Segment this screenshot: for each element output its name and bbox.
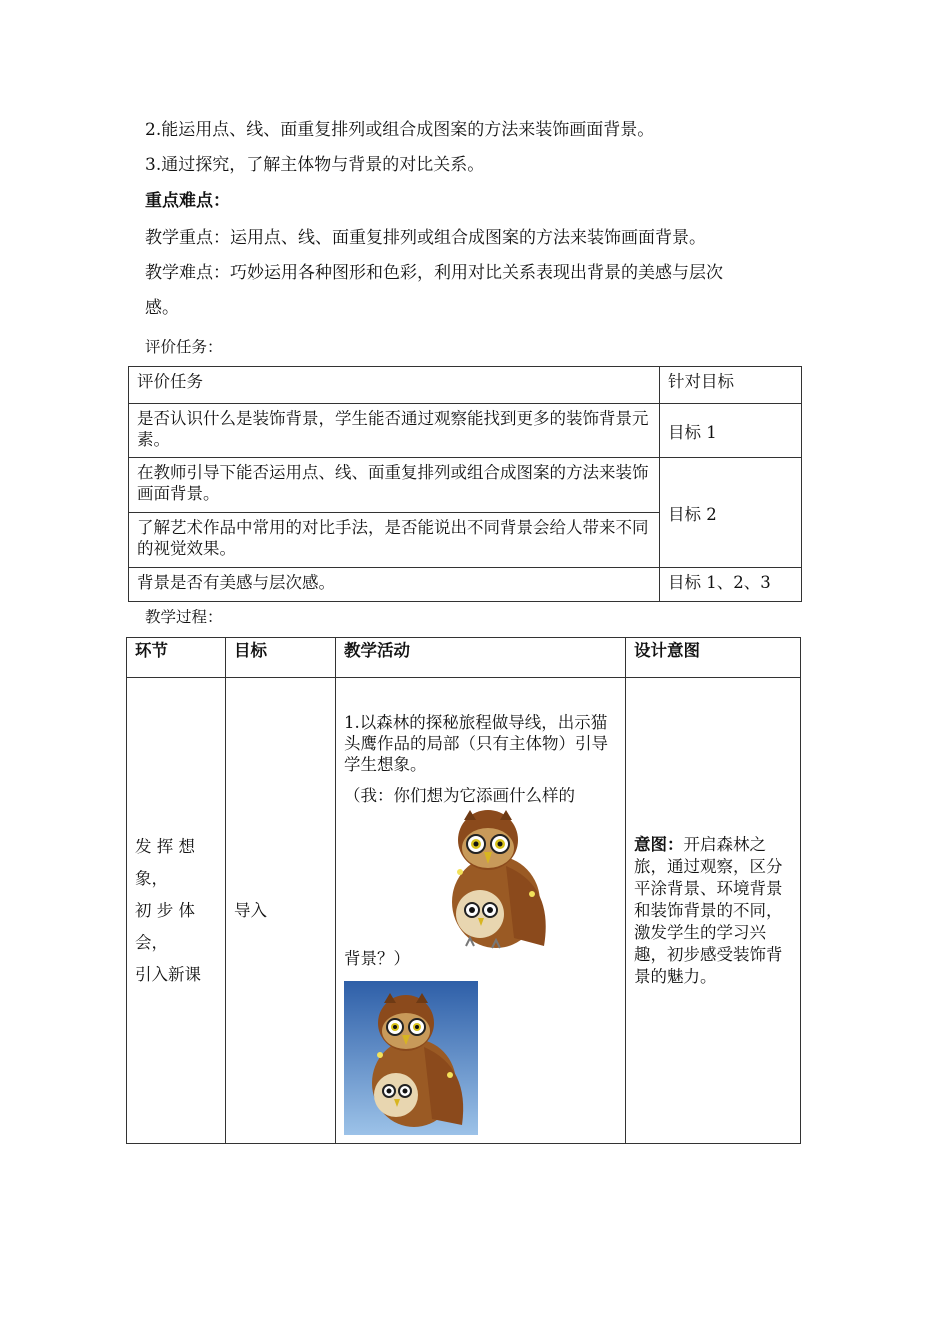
table-row bbox=[129, 568, 802, 602]
table-row bbox=[127, 638, 801, 678]
stage-cell bbox=[127, 678, 226, 1144]
owl-image-area bbox=[344, 806, 617, 948]
goal-cell: 导入 bbox=[226, 678, 336, 1144]
task-cell: 了解艺术作品中常用的对比手法，是否能说出不同背景会给人带来不同的视觉效果。 bbox=[129, 513, 660, 568]
task-cell: 背景是否有美感与层次感。 bbox=[129, 568, 660, 602]
objective-2: 2.能运用点、线、面重复排列或组合成图案的方法来装饰画面背景。 bbox=[145, 120, 655, 140]
evaluation-table bbox=[128, 366, 802, 602]
process-table bbox=[126, 637, 801, 1144]
stage-line: 引入新课 bbox=[135, 964, 201, 984]
teaching-difficulty: 教学难点：巧妙运用各种图形和色彩，利用对比关系表现出背景的美感与层次 bbox=[145, 263, 723, 283]
goal-cell: 目标 2 bbox=[660, 458, 802, 568]
teaching-focus: 教学重点：运用点、线、面重复排列或组合成图案的方法来装饰画面背景。 bbox=[145, 228, 706, 248]
intent-label: 意图： bbox=[634, 834, 684, 854]
stage-line: 象， bbox=[135, 868, 168, 888]
intent-text: 开启森林之旅，通过观察，区分平涂背景、环境背景和装饰背景的不同，激发学生的学习兴趣，初步感受装饰背景的魅力。 bbox=[634, 834, 783, 986]
owl-on-blue-background bbox=[344, 981, 478, 1135]
activity-quote-end: 背景？） bbox=[344, 949, 410, 968]
goal-cell: 目标 1、2、3 bbox=[660, 568, 802, 602]
stage-line: 会， bbox=[135, 932, 168, 952]
intent-cell bbox=[626, 678, 801, 1144]
evaluation-label: 评价任务： bbox=[145, 338, 223, 356]
header-cell: 教学活动 bbox=[336, 638, 626, 678]
table-row bbox=[129, 367, 802, 404]
activity-text: 1.以森林的探秘旅程做导线，出示猫头鹰作品的局部（只有主体物）引导学生想象。 bbox=[344, 713, 608, 774]
key-points-heading: 重点难点： bbox=[145, 191, 230, 211]
stage-line: 初 步 体 bbox=[135, 900, 195, 920]
stage-line: 发 挥 想 bbox=[135, 836, 195, 856]
activity-quote: （我：你们想为它添画什么样的 bbox=[344, 786, 575, 805]
header-cell: 针对目标 bbox=[660, 367, 802, 404]
table-row bbox=[127, 678, 801, 1144]
header-cell: 设计意图 bbox=[626, 638, 801, 678]
table-row bbox=[129, 404, 802, 458]
header-cell: 目标 bbox=[226, 638, 336, 678]
task-cell: 是否认识什么是装饰背景，学生能否通过观察能找到更多的装饰背景元素。 bbox=[129, 404, 660, 458]
task-cell: 在教师引导下能否运用点、线、面重复排列或组合成图案的方法来装饰画面背景。 bbox=[129, 458, 660, 513]
activity-cell bbox=[336, 678, 626, 1144]
header-cell: 环节 bbox=[127, 638, 226, 678]
goal-cell: 目标 1 bbox=[660, 404, 802, 458]
objective-3: 3.通过探究，了解主体物与背景的对比关系。 bbox=[145, 155, 485, 175]
process-label: 教学过程： bbox=[145, 608, 223, 626]
owl-illustration bbox=[436, 806, 556, 954]
header-cell: 评价任务 bbox=[129, 367, 660, 404]
teaching-difficulty-cont: 感。 bbox=[145, 298, 179, 318]
table-row bbox=[129, 458, 802, 513]
